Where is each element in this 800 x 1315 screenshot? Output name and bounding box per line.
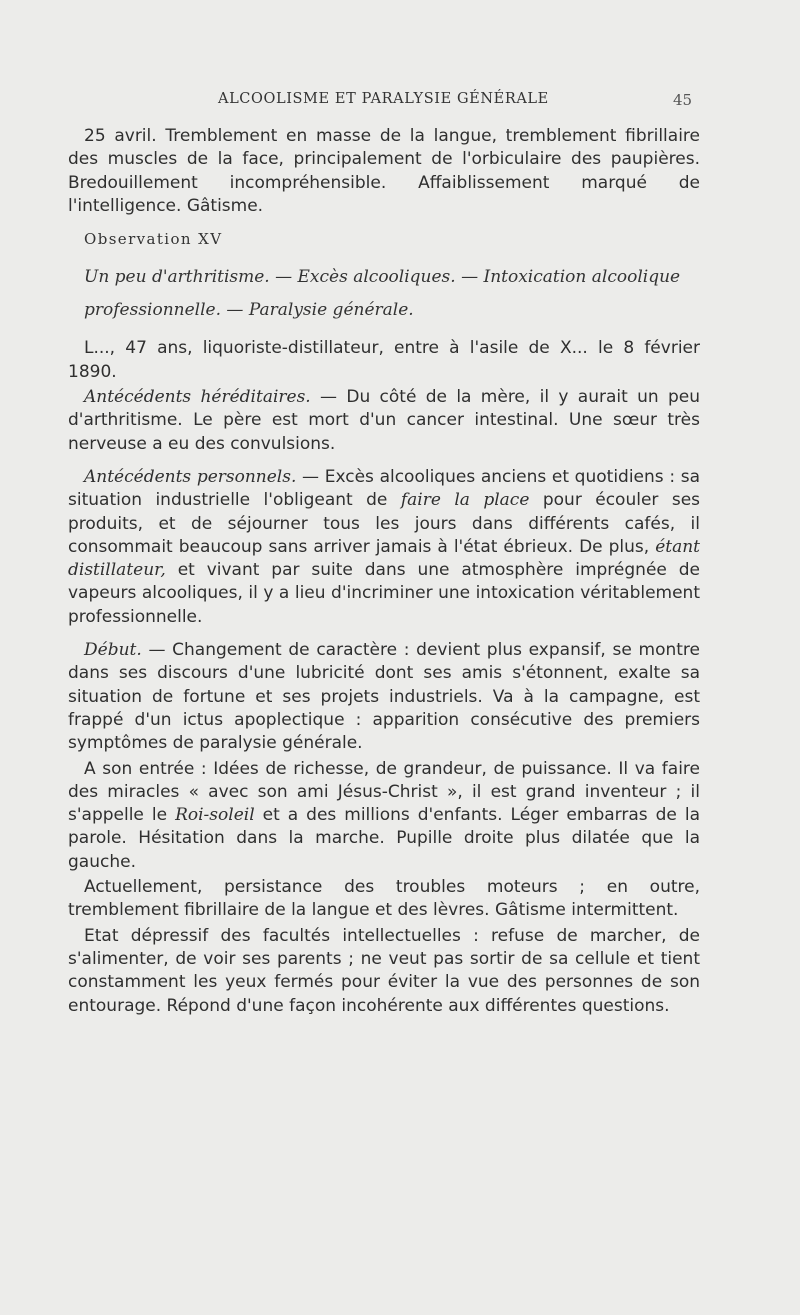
hereditary-paragraph [68, 386, 700, 456]
debut-paragraph [68, 639, 700, 755]
personal-label: Antécédents personnels. [84, 466, 297, 487]
personal-text-2: pour écouler ses produits, et de séjourner tous les jours dans différents cafés, il consommait beaucoup sans arriver jamais à l'état ébrieux. De plus, [68, 490, 701, 557]
personal-text-3: et vivant par suite dans une atmosphère imprégnée de vapeurs alcooliques, il y a lieu d'incriminer une intoxication véritablement professionnelle. [68, 560, 700, 627]
intro-paragraph: 25 avril. Tremblement en masse de la langue, tremblement fibrillaire des muscles de la face, principalement de l'orbiculaire des paupières. Bredouillement incompréhensible. Affaiblissement marqué de l'intelligence. Gâtisme. [68, 126, 700, 216]
current-paragraph: Actuellement, persistance des troubles moteurs ; en outre, tremblement fibrillaire de la langue et des lèvres. Gâtisme intermittent. [68, 877, 700, 921]
patient-intro-paragraph: L..., 47 ans, liquoriste-distillateur, entre à l'asile de X... le 8 février 1890. [68, 338, 700, 382]
observation-subtitle-line-1: Un peu d'arthritisme. — Excès alcooliques. — Intoxication alcoolique [84, 267, 681, 288]
personal-text-1: — Excès alcooliques anciens et quotidiens : sa situation industrielle l'obligeant de [68, 466, 700, 511]
entry-italic: Roi-soleil [175, 805, 255, 826]
entry-paragraph [68, 758, 700, 874]
personal-paragraph [68, 466, 700, 629]
hereditary-label: Antécédents héréditaires. [84, 387, 311, 408]
observation-heading: Observation XV [84, 230, 223, 249]
depressive-paragraph: Etat dépressif des facultés intellectuelles : refuse de marcher, de s'alimenter, de voir ses parents ; ne veut pas sortir de sa cellule et tient constamment les yeux fermés pour éviter la vue des personnes de son entourage. Répond d'une façon incohérente aux différentes questions. [68, 925, 700, 1016]
observation-subtitle-line-2: professionnelle. — Paralysie générale. [84, 300, 414, 321]
entry-text-1: A son entrée : Idées de richesse, de grandeur, de puissance. Il va faire des miracles « avec son ami Jésus-Christ », il est grand inventeur ; il s'appelle le [68, 758, 700, 826]
observation-subtitle [68, 261, 700, 327]
hereditary-text: — Du côté de la mère, il y aurait un peu d'arthritisme. Le père est mort d'un cancer intestinal. Une sœur très nerveuse a eu des convulsions. [68, 387, 700, 454]
personal-italic-2: étant distillateur, [68, 536, 700, 581]
debut-text: — Changement de caractère : devient plus expansif, se montre dans ses discours d'une lubricité dont ses amis s'étonnent, exalte sa situation de fortune et ses projets industriels. Va à la campagne, est frappé d'un ictus apoplectique : apparition consécutive des premiers symptômes de paralysie générale. [68, 640, 700, 754]
running-title: ALCOOLISME ET PARALYSIE GÉNÉRALE [218, 91, 549, 107]
debut-label: Début. [84, 640, 142, 661]
entry-text-2: et a des millions d'enfants. Léger embarras de la parole. Hésitation dans la marche. Pupille droite plus dilatée que la gauche. [68, 805, 700, 872]
page-number: 45 [673, 91, 693, 109]
running-head [0, 91, 800, 115]
personal-italic-1: faire la place [400, 490, 530, 511]
page-body [68, 125, 700, 1018]
